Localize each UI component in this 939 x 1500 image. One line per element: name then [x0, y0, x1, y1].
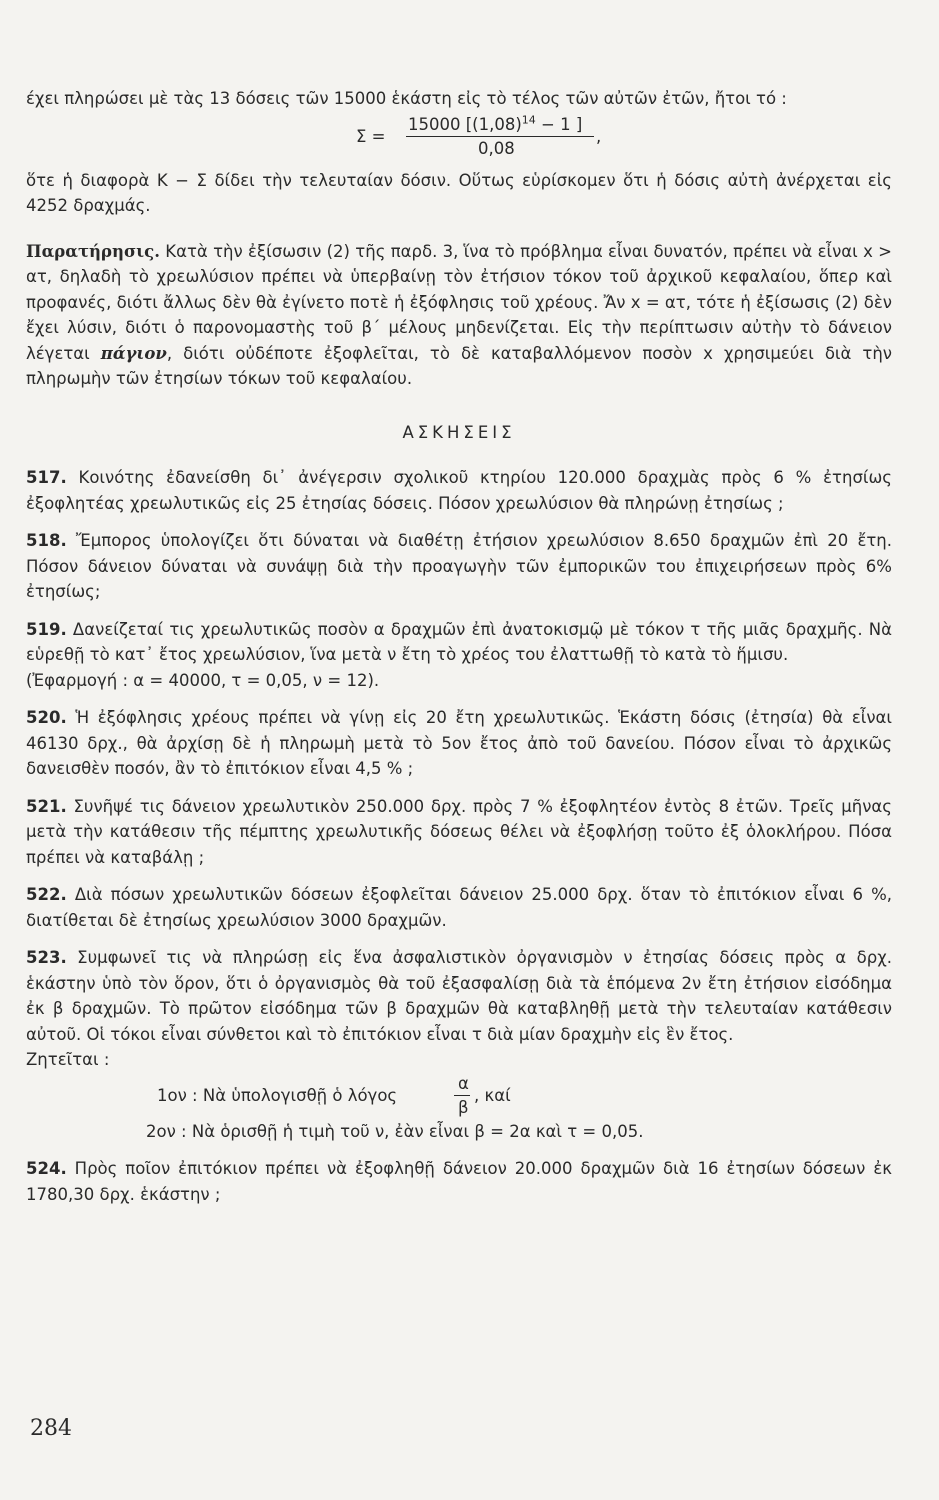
- ratio-denominator: β: [458, 1097, 469, 1117]
- formula-denominator: 0,08: [478, 138, 515, 158]
- formula-lhs: Σ =: [356, 126, 386, 146]
- page-number: 284: [30, 1416, 72, 1441]
- formula-numerator: 15000 [$(1,08)^{14} - 1$ ]: [408, 113, 583, 134]
- subitem-2: 2ον : Νὰ ὁρισθῇ ἡ τιμὴ τοῦ ν, ἐὰν εἶναι β = 2α καὶ τ = 0,05.: [146, 1121, 644, 1141]
- formula-comma: ,: [596, 126, 602, 146]
- page-body: [26, 86, 892, 1207]
- exercise-517: 517. Κοινότης ἐδανείσθη δι᾽ ἀνέγερσιν σχολικοῦ κτηρίου 120.000 δραχμὰς πρὸς 6 % ἐτησίως ἐξοφλητέας χρεωλυτικῶς εἰς 25 ἐτησίας δόσεις. Πόσον χρεωλύσιον θὰ πληρώνῃ ἐτησίως ;: [26, 468, 892, 513]
- remark-emphasis: πάγιον: [100, 343, 167, 363]
- remark-title: Παρατήρησις.: [26, 241, 160, 261]
- exercise-520: 520. Ἡ ἐξόφλησις χρέους πρέπει νὰ γίνῃ εἰς 20 ἔτη χρεωλυτικῶς. Ἑκάστη δόσις (ἐτησία) θὰ εἶναι 46130 δρχ., θὰ ἀρχίσῃ δὲ ἡ πληρωμὴ μετὰ τὸ 5ον ἔτος ἀπὸ τοῦ δανείου. Πόσον εἶναι τὸ ἀρχικῶς δανεισθὲν ποσόν, ἂν τὸ ἐπιτόκιον εἶναι 4,5 % ;: [26, 708, 892, 778]
- exercise-519: 519. Δανείζεταί τις χρεωλυτικῶς ποσὸν α δραχμῶν ἐπὶ ἀνατοκισμῷ μὲ τόκον τ τῆς μιᾶς δραχμῆς. Νὰ εὑρεθῇ τὸ κατ᾽ ἔτος χρεωλύσιον, ἵνα μετὰ ν ἔτη τὸ χρέος του ἐλαττωθῇ τὸ κατὰ τὸ ἥμισυ.: [26, 619, 892, 664]
- ratio-numerator: α: [458, 1073, 469, 1093]
- exercise-522: 522. Διὰ πόσων χρεωλυτικῶν δόσεων ἐξοφλεῖται δάνειον 25.000 δρχ. ὅταν τὸ ἐπιτόκιον εἶναι 6 %, διατίθεται δὲ ἐτησίως χρεωλύσιον 3000 δραχμῶν.: [26, 885, 892, 930]
- exercise-523-requested: Ζητεῖται :: [26, 1050, 110, 1069]
- exercise-519-application: (Ἐφαρμογή : α = 40000, τ = 0,05, ν = 12).: [26, 670, 380, 690]
- exercise-524: 524. Πρὸς ποῖον ἐπιτόκιον πρέπει νὰ ἐξοφληθῇ δάνειον 20.000 δραχμῶν διὰ 16 ἐτησίων δόσεων ἐκ 1780,30 δρχ. ἑκάστην ;: [26, 1159, 892, 1204]
- subitem-1-label: 1ον : Νὰ ὑπολογισθῇ ὁ λόγος: [157, 1085, 398, 1105]
- sum-formula: [26, 112, 892, 162]
- subitem-1-tail: , καί: [474, 1085, 511, 1105]
- exercises-heading: ΑΣΚΗΣΕΙΣ: [402, 422, 516, 442]
- exercise-523: 523. Συμφωνεῖ τις νὰ πληρώσῃ εἰς ἕνα ἀσφαλιστικὸν ὀργανισμὸν ν ἐτησίας δόσεις πρὸς α δρχ. ἑκάστην ὑπὸ τὸν ὅρον, ὅτι ὁ ὀργανισμὸς θὰ τοῦ ἐξασφαλίσῃ διὰ τὰ ἑπόμενα 2ν ἔτη ἐτήσιον εἰσόδημα ἐκ β δραχμῶν. Τὸ πρῶτον εἰσόδημα τῶν β δραχμῶν θὰ καταβληθῇ μετὰ τὴν τελευταίαν κατάθεσιν αὐτοῦ. Οἱ τόκοι εἶναι σύνθετοι καὶ τὸ ἐπιτόκιον εἶναι τ διὰ μίαν δραχμὴν εἰς ἓν ἔτος.: [26, 948, 892, 1044]
- exercise-521: 521. Συνῆψέ τις δάνειον χρεωλυτικὸν 250.000 δρχ. πρὸς 7 % ἐξοφλητέον ἐντὸς 8 ἐτῶν. Τρεῖς μῆνας μετὰ τὴν κατάθεσιν τῆς πέμπτης χρεωλυτικῆς δόσεως θέλει νὰ ἐξοφλήσῃ τοῦτο ἐξ ὁλοκλήρου. Πόσα πρέπει νὰ καταβάλῃ ;: [26, 796, 892, 867]
- remark-paragraph: Παρατήρησις. Κατὰ τὴν ἐξίσωσιν (2) τῆς παρδ. 3, ἵνα τὸ πρόβλημα εἶναι δυνατόν, πρέπει νὰ εἶναι x > ατ, δηλαδὴ τὸ χρεωλύσιον πρέπει νὰ ὑπερβαίνῃ τὸν ἐτήσιον τόκον τοῦ ἀρχικοῦ κεφαλαίου, ὅπερ καὶ προφανές, διότι ἄλλως δὲν θὰ ἐγίνετο ποτὲ ἡ ἐξόφλησις τοῦ χρέους. Ἄν x = ατ, τότε ἡ ἐξίσωσις (2) δὲν ἔχει λύσιν, διότι ὁ παρονομαστὴς τοῦ β΄ μέλους μηδενίζεται. Εἰς τὴν περίπτωσιν αὐτὴν τὸ δάνειον λέγεται πάγιον, διότι οὐδέποτε ἐξοφλεῖται, τὸ δὲ καταβαλλόμενον ποσὸν x χρησιμεύει διὰ τὴν πληρωμὴν τῶν ἐτησίων τόκων τοῦ κεφαλαίου.: [26, 241, 892, 388]
- exercise-518: 518. Ἔμπορος ὑπολογίζει ὅτι δύναται νὰ διαθέτῃ ἐτήσιον χρεωλύσιον 8.650 δραχμῶν ἐπὶ 20 ἔτη. Πόσον δάνειον δύναται νὰ συνάψῃ διὰ τὴν προαγωγὴν τῶν ἐμπορικῶν του ἐπιχειρήσεων πρὸς 6% ἐτησίως;: [26, 531, 892, 601]
- subitem-1: [26, 1073, 892, 1119]
- intro-line-1: έχει πληρώσει μὲ τὰς 13 δόσεις τῶν 15000 ἑκάστη εἰς τὸ τέλος τῶν αὐτῶν ἐτῶν, ἤτοι τό :: [26, 89, 787, 108]
- intro-line-2: ὅτε ἡ διαφορὰ Κ − Σ δίδει τὴν τελευταίαν δόσιν. Οὕτως εὑρίσκομεν ὅτι ἡ δόσις αὐτὴ ἀνέρχεται εἰς 4252 δραχμάς.: [26, 170, 892, 215]
